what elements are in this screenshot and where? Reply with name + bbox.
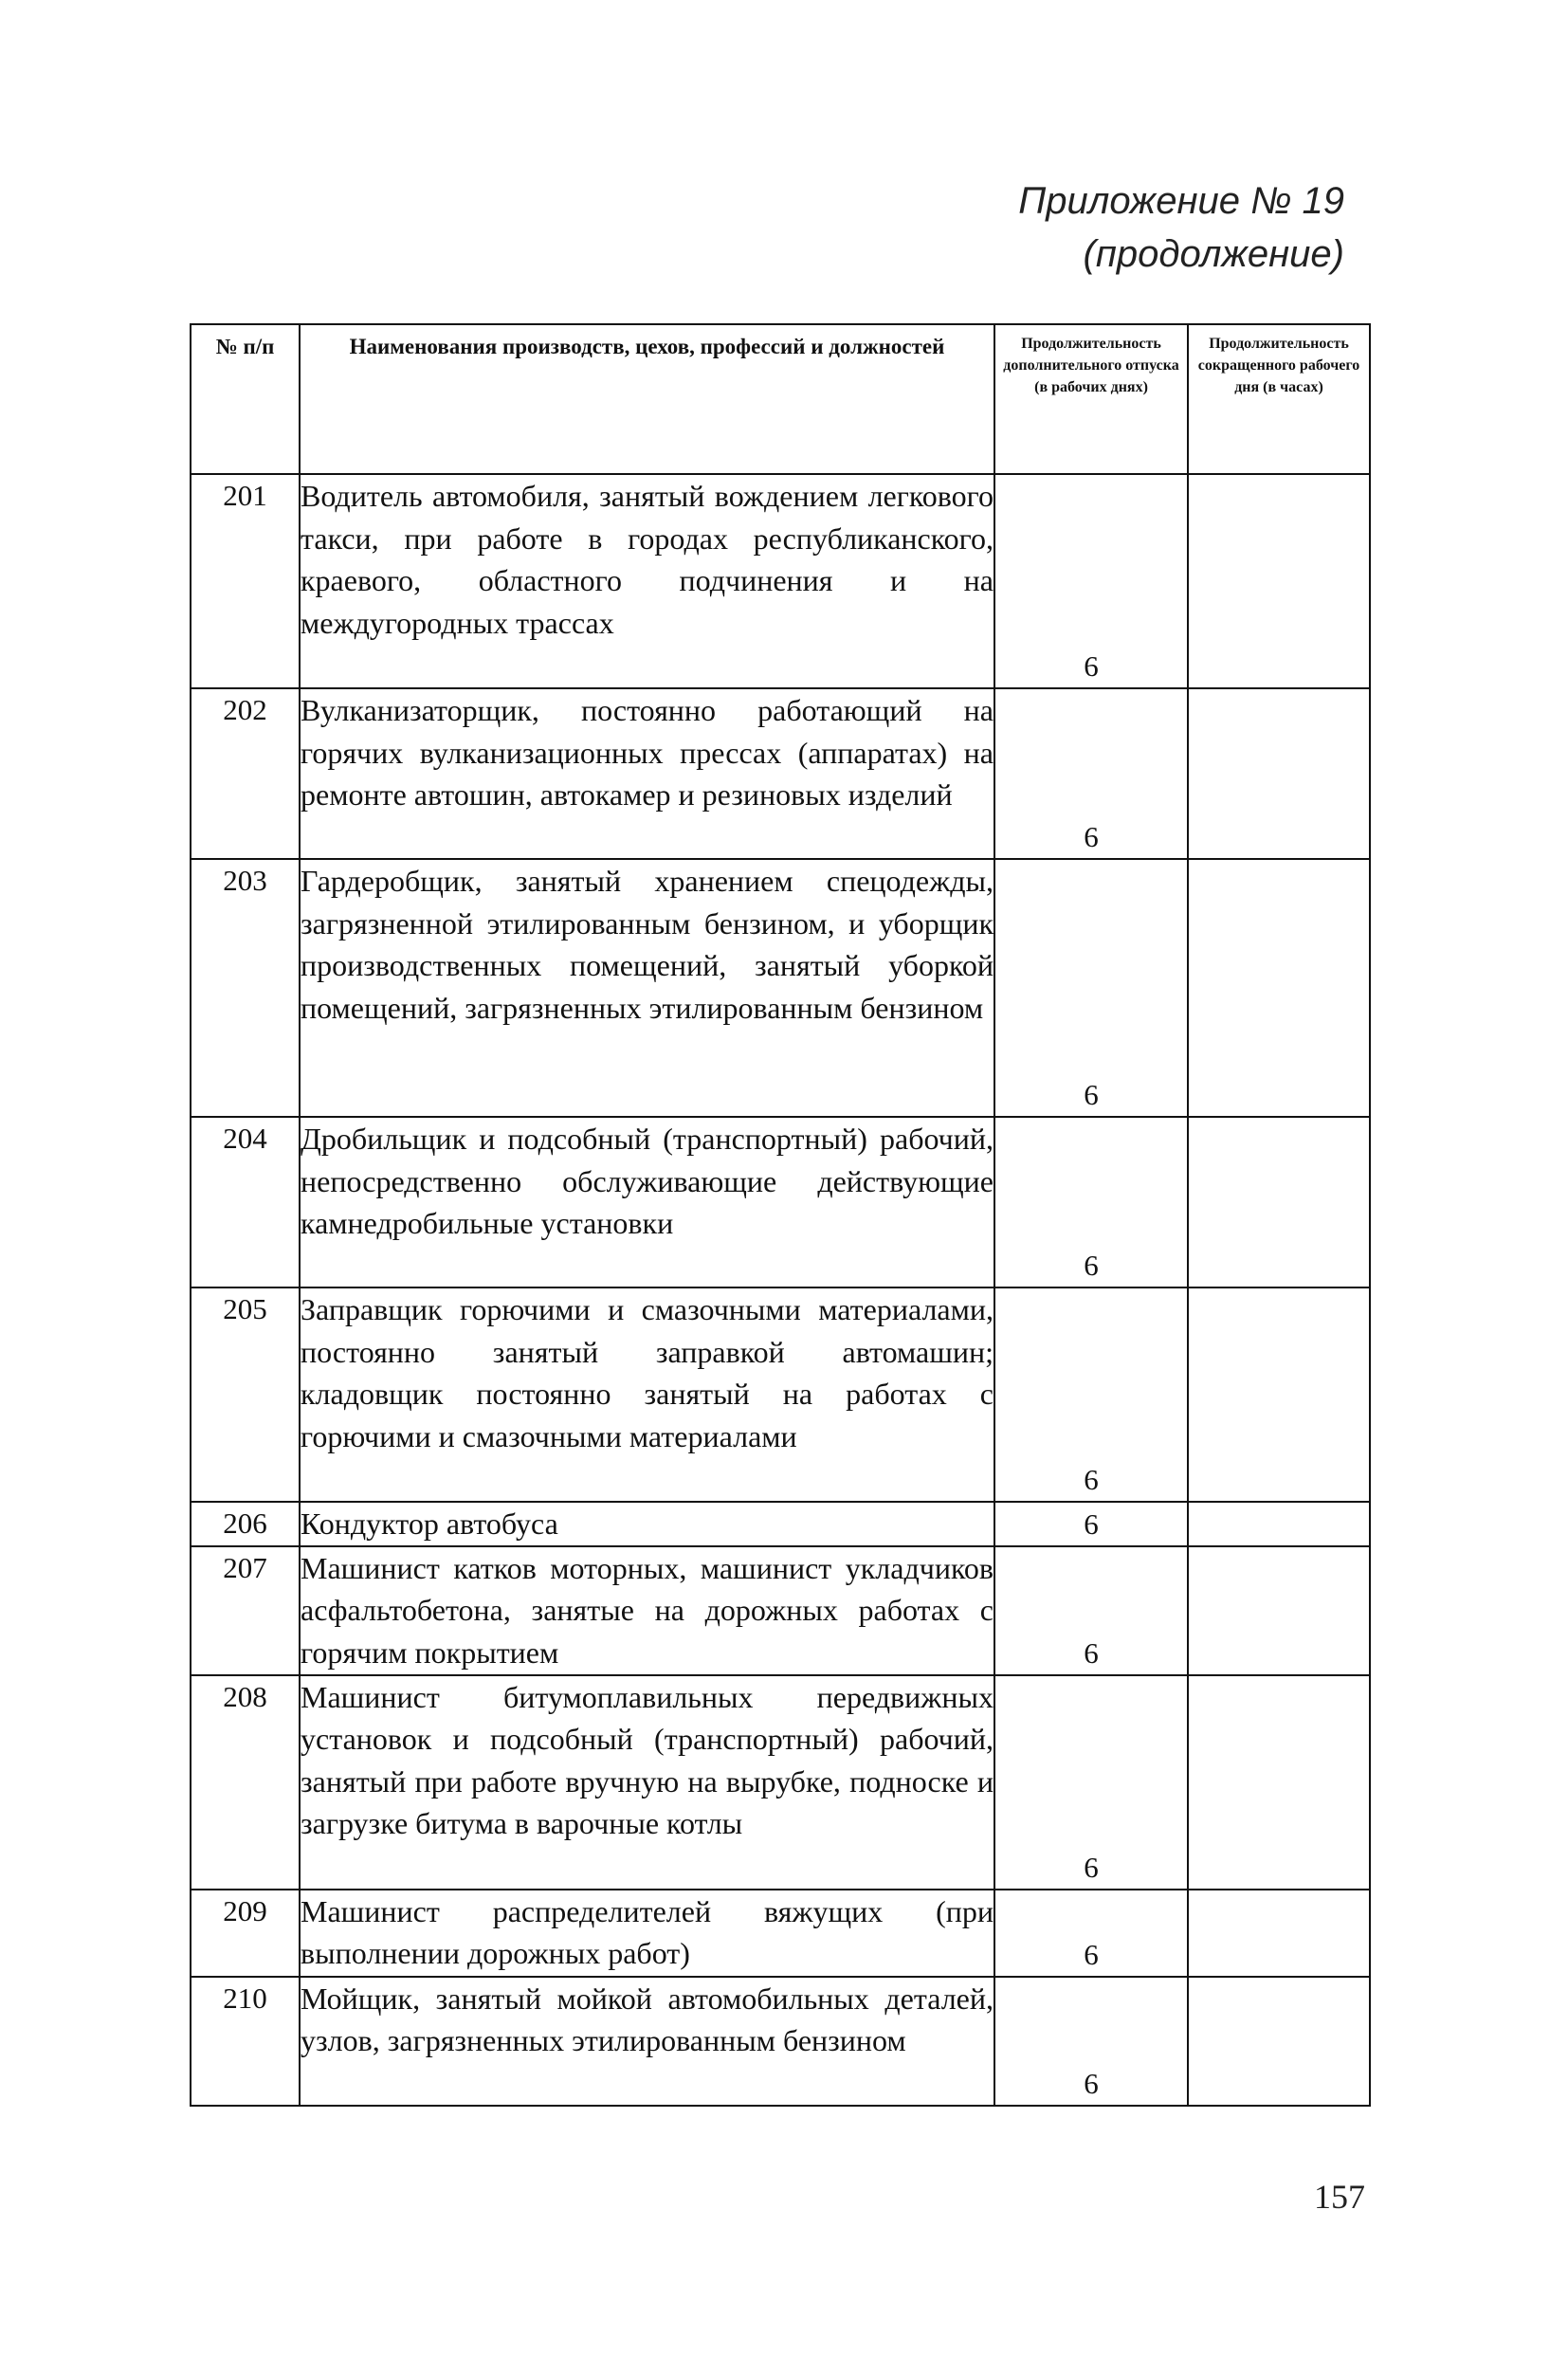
row-hours <box>1188 859 1370 1117</box>
row-days: 6 <box>994 1502 1188 1546</box>
row-name: Мойщик, занятый мойкой автомобильных деталей, узлов, загрязненных этилированным бензином <box>300 1977 994 2106</box>
row-hours <box>1188 1502 1370 1546</box>
table-header-row <box>191 324 1370 474</box>
row-hours <box>1188 474 1370 688</box>
header-leave: Продолжительность дополнительного отпуска (в рабочих днях) <box>994 324 1188 474</box>
row-days: 6 <box>994 1546 1188 1675</box>
row-name: Машинист битумоплавильных передвижных установок и подсобный (транспортный) рабочий, занятый при работе вручную на вырубке, подноске и загрузке битума в варочные котлы <box>300 1675 994 1890</box>
row-days: 6 <box>994 1675 1188 1890</box>
row-hours <box>1188 688 1370 859</box>
table-row <box>191 859 1370 1117</box>
header-num: № п/п <box>191 324 300 474</box>
row-days: 6 <box>994 1117 1188 1287</box>
row-hours <box>1188 1117 1370 1287</box>
page-number: 157 <box>1314 2178 1365 2216</box>
professions-table <box>190 323 1371 2107</box>
header-hours: Продолжительность сокращенного рабочего дня (в часах) <box>1188 324 1370 474</box>
table-row <box>191 1675 1370 1890</box>
row-number: 202 <box>191 688 300 859</box>
table-row <box>191 1502 1370 1546</box>
row-name: Вулканизаторщик, постоянно работающий на горячих вулканизационных прессах (аппаратах) на ремонте автошин, автокамер и резиновых изделий <box>300 688 994 859</box>
row-name: Кондуктор автобуса <box>300 1502 994 1546</box>
appendix-subtitle: (продолжение) <box>1083 233 1344 275</box>
row-name: Машинист распределителей вяжущих (при выполнении дорожных работ) <box>300 1890 994 1977</box>
row-number: 210 <box>191 1977 300 2106</box>
header-name: Наименования производств, цехов, профессий и должностей <box>300 324 994 474</box>
row-days: 6 <box>994 1287 1188 1502</box>
row-number: 206 <box>191 1502 300 1546</box>
appendix-heading <box>1018 174 1344 281</box>
table-row <box>191 1546 1370 1675</box>
row-name: Заправщик горючими и смазочными материалами, постоянно занятый заправкой автомашин; кладовщик постоянно занятый на работах с горючими и смазочными материалами <box>300 1287 994 1502</box>
row-hours <box>1188 1675 1370 1890</box>
row-hours <box>1188 1287 1370 1502</box>
row-number: 201 <box>191 474 300 688</box>
row-hours <box>1188 1890 1370 1977</box>
row-days: 6 <box>994 1890 1188 1977</box>
table-row <box>191 474 1370 688</box>
row-hours <box>1188 1546 1370 1675</box>
row-number: 207 <box>191 1546 300 1675</box>
row-days: 6 <box>994 688 1188 859</box>
row-days: 6 <box>994 859 1188 1117</box>
row-number: 209 <box>191 1890 300 1977</box>
appendix-title: Приложение № 19 <box>1018 180 1344 222</box>
table-row <box>191 1117 1370 1287</box>
table-row <box>191 1287 1370 1502</box>
row-name: Водитель автомобиля, занятый вождением легкового такси, при работе в городах республиканского, краевого, областного подчинения и на междугородных трассах <box>300 474 994 688</box>
table-row <box>191 1977 1370 2106</box>
row-name: Гардеробщик, занятый хранением спецодежды, загрязненной этилированным бензином, и уборщик производственных помещений, занятый уборкой помещений, загрязненных этилированным бензином <box>300 859 994 1117</box>
row-name: Дробильщик и подсобный (транспортный) рабочий, непосредственно обслуживающие действующие камнедробильные установки <box>300 1117 994 1287</box>
table-row <box>191 1890 1370 1977</box>
row-days: 6 <box>994 474 1188 688</box>
row-days: 6 <box>994 1977 1188 2106</box>
row-number: 203 <box>191 859 300 1117</box>
row-number: 208 <box>191 1675 300 1890</box>
row-hours <box>1188 1977 1370 2106</box>
row-name: Машинист катков моторных, машинист укладчиков асфальтобетона, занятые на дорожных работах с горячим покрытием <box>300 1546 994 1675</box>
row-number: 205 <box>191 1287 300 1502</box>
row-number: 204 <box>191 1117 300 1287</box>
table-row <box>191 688 1370 859</box>
